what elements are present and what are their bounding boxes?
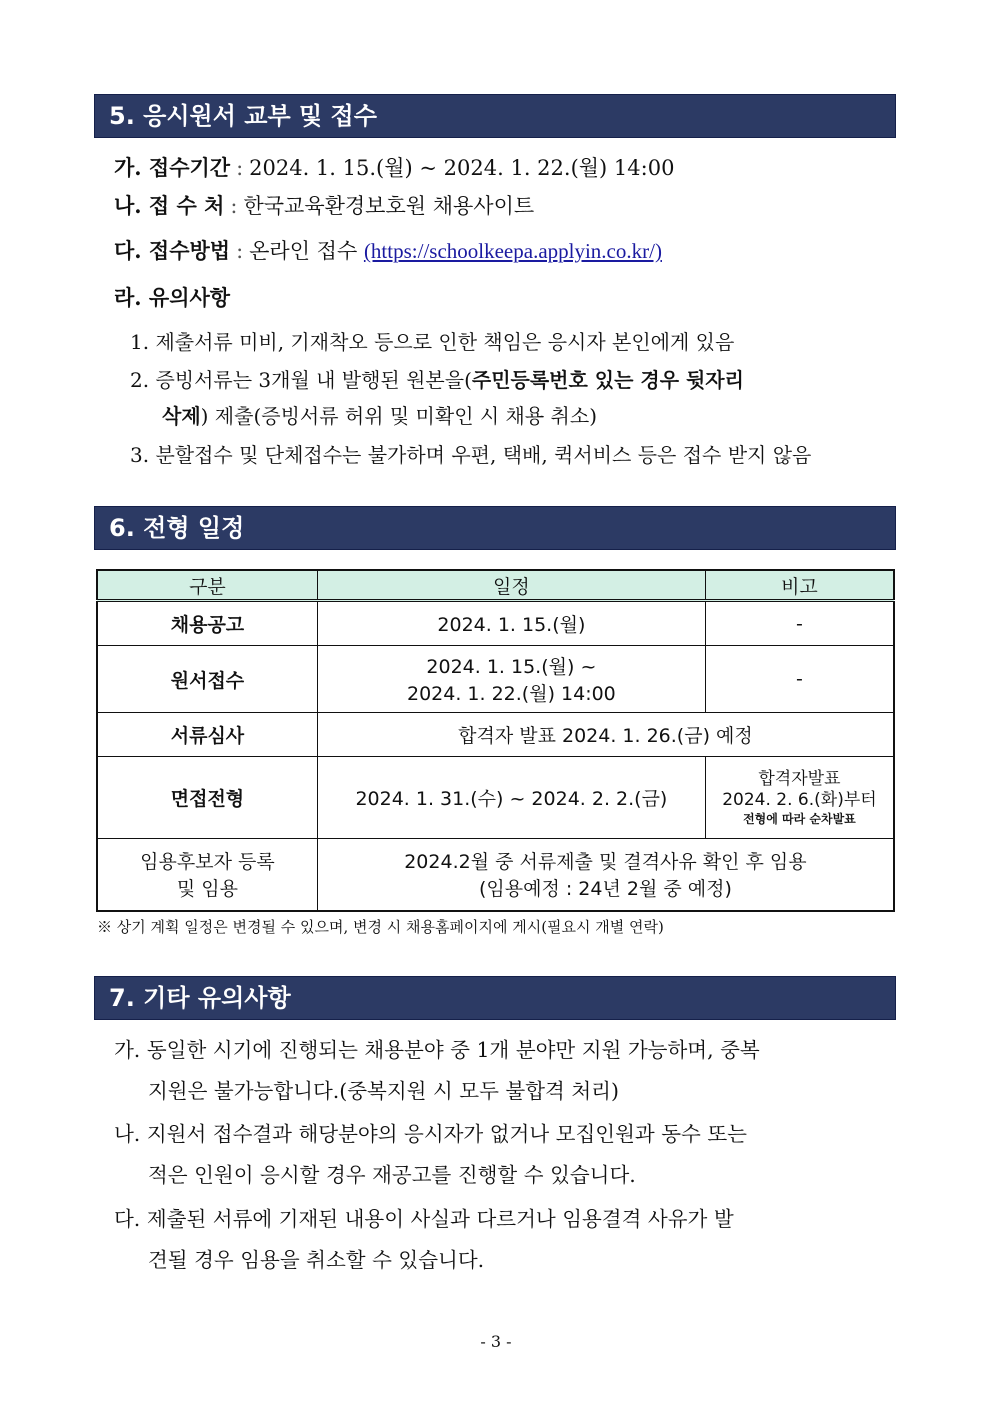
header-remarks: 비고	[705, 570, 894, 601]
row-category: 채용공고	[97, 601, 317, 646]
table-row	[97, 757, 894, 839]
precaution-1: 1. 제출서류 미비, 기재착오 등으로 인한 책임은 응시자 본인에게 있음	[130, 330, 735, 354]
application-site-link[interactable]: (https://schoolkeepa.applyin.co.kr/)	[363, 239, 662, 263]
receipt-period-label: 가. 접수기간	[114, 155, 231, 180]
remarks-small-line: 전형에 따라 순차발표	[743, 811, 856, 826]
row-schedule	[317, 839, 894, 911]
receipt-place-value: 한국교육환경보호원 채용사이트	[243, 194, 535, 218]
schedule-footnote: ※ 상기 계획 일정은 변경될 수 있으며, 변경 시 채용홈페이지에 게시(필요시 개별 연락)	[97, 918, 664, 936]
precaution-2-bold-cont: 삭제	[162, 404, 201, 428]
table-row	[97, 601, 894, 646]
section-6-title: 6. 전형 일정	[94, 506, 896, 550]
receipt-method-value: 온라인 접수	[249, 239, 358, 263]
remarks-line: 합격자발표	[758, 768, 841, 789]
precaution-2-text: 2. 증빙서류는 3개월 내 발행된 원본을(	[130, 368, 472, 392]
table-header-row	[97, 570, 894, 601]
page-number: - 3 -	[480, 1332, 512, 1351]
row-schedule: 2024. 1. 15.(월)	[317, 601, 705, 646]
precaution-2-cont	[162, 402, 597, 430]
row-remarks: -	[705, 646, 894, 713]
precautions-label	[114, 284, 230, 312]
category-line: 및 임용	[176, 878, 238, 901]
separator: :	[236, 239, 244, 263]
notice-c-line2: 견될 경우 임용을 취소할 수 있습니다.	[148, 1248, 485, 1272]
receipt-place-label: 나. 접 수 처	[114, 193, 225, 218]
schedule-line: (임용예정 : 24년 2월 중 예정)	[479, 878, 732, 901]
table-row	[97, 646, 894, 713]
schedule-line: 2024.2월 중 서류제출 및 결격사유 확인 후 임용	[404, 851, 807, 874]
row-category	[97, 839, 317, 911]
schedule-table	[96, 569, 895, 912]
row-category: 서류심사	[97, 713, 317, 757]
notice-a-line2: 지원은 불가능합니다.(중복지원 시 모두 불합격 처리)	[148, 1079, 619, 1103]
header-schedule: 일정	[317, 570, 705, 601]
section-5-title: 5. 응시원서 교부 및 접수	[94, 94, 896, 138]
separator: :	[236, 156, 244, 180]
section-7-title: 7. 기타 유의사항	[94, 976, 896, 1020]
row-remarks: -	[705, 601, 894, 646]
row-category: 면접전형	[97, 757, 317, 839]
notice-a-line1: 가. 동일한 시기에 진행되는 채용분야 중 1개 분야만 지원 가능하며, 중복	[114, 1038, 760, 1062]
table-row	[97, 713, 894, 757]
row-schedule: 합격자 발표 2024. 1. 26.(금) 예정	[317, 713, 894, 757]
remarks-line: 2024. 2. 6.(화)부터	[722, 789, 877, 810]
notice-b-line2: 적은 인원이 응시할 경우 재공고를 진행할 수 있습니다.	[148, 1163, 636, 1187]
row-schedule: 2024. 1. 31.(수) ~ 2024. 2. 2.(금)	[317, 757, 705, 839]
table-row	[97, 839, 894, 911]
precaution-2-bold: 주민등록번호 있는 경우 뒷자리	[471, 368, 744, 392]
separator: :	[230, 194, 238, 218]
category-line: 임용후보자 등록	[140, 851, 275, 874]
notice-b-line1: 나. 지원서 접수결과 해당분야의 응시자가 없거나 모집인원과 동수 또는	[114, 1122, 747, 1146]
receipt-period-row	[114, 154, 674, 182]
receipt-place-row	[114, 192, 534, 220]
precaution-2-text-cont: ) 제출(증빙서류 허위 및 미확인 시 채용 취소)	[200, 404, 597, 428]
precautions-heading: 라. 유의사항	[114, 285, 231, 310]
schedule-line: 2024. 1. 22.(월) 14:00	[406, 683, 616, 705]
precaution-2	[130, 366, 744, 394]
row-remarks	[705, 757, 894, 839]
schedule-line: 2024. 1. 15.(월) ~	[426, 656, 597, 678]
receipt-method-row	[114, 237, 662, 265]
receipt-method-label: 다. 접수방법	[114, 238, 231, 263]
precaution-3: 3. 분할접수 및 단체접수는 불가하며 우편, 택배, 퀵서비스 등은 접수 받지 않음	[130, 443, 812, 467]
header-category: 구분	[97, 570, 317, 601]
row-category: 원서접수	[97, 646, 317, 713]
row-schedule	[317, 646, 705, 713]
notice-c-line1: 다. 제출된 서류에 기재된 내용이 사실과 다르거나 임용결격 사유가 발	[114, 1207, 734, 1231]
receipt-period-value: 2024. 1. 15.(월) ~ 2024. 1. 22.(월) 14:00	[249, 156, 675, 180]
